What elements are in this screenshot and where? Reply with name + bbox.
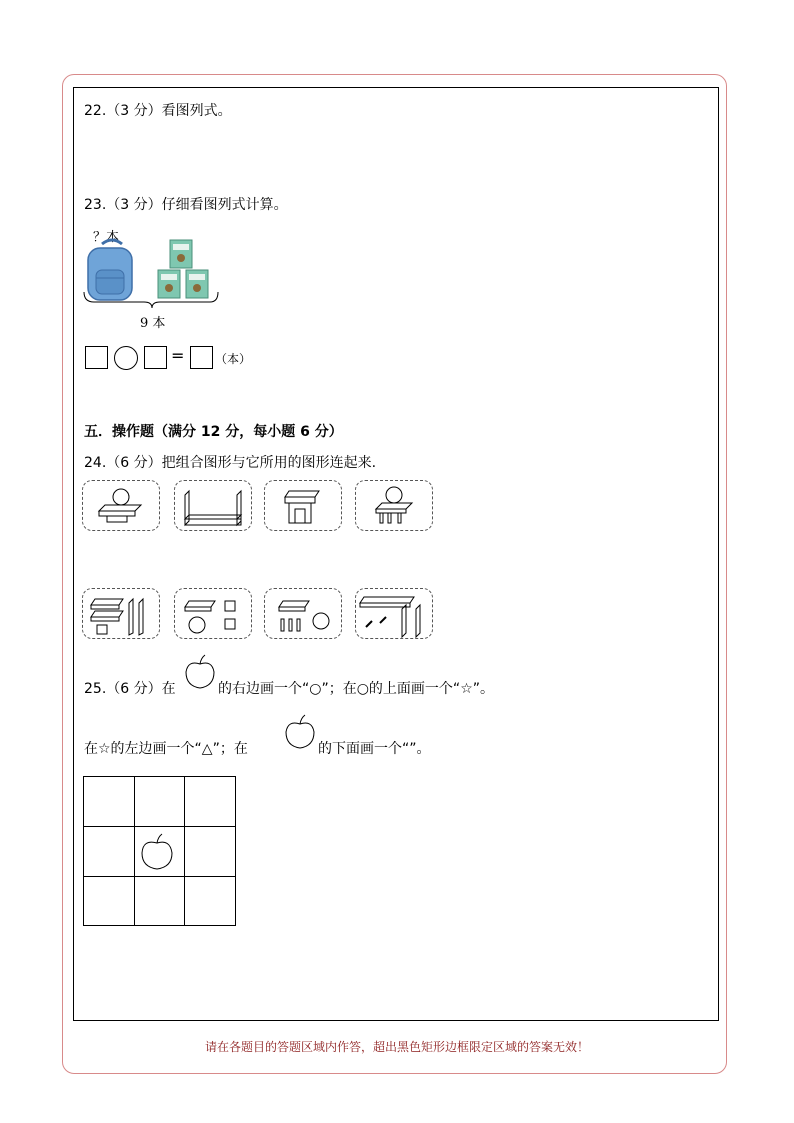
ball-on-slab-icon	[83, 481, 159, 530]
section-5-title: 五．操作题（满分 12 分，每小题 6 分）	[84, 424, 343, 440]
answer-box-1[interactable]	[85, 346, 108, 369]
grid-cell-center[interactable]	[134, 826, 185, 877]
question-24-text: 24.（6 分）把组合图形与它所用的图形连起来.	[84, 455, 377, 471]
slab-cubes-circle-icon	[175, 589, 251, 638]
combined-figure-1[interactable]	[82, 480, 160, 531]
combined-figure-4[interactable]	[355, 480, 433, 531]
total-books-label: 9 本	[140, 316, 166, 331]
book-stack-icon	[158, 240, 208, 298]
combined-figure-2[interactable]	[174, 480, 252, 531]
slab-sticks-circle-icon	[265, 589, 341, 638]
grid-cell[interactable]	[184, 876, 236, 926]
equals-sign: =	[171, 346, 185, 365]
component-set-3[interactable]	[264, 588, 342, 639]
component-set-2[interactable]	[174, 588, 252, 639]
footer-note: 请在各题目的答题区域内作答，超出黑色矩形边框限定区域的答案无效！	[204, 1040, 589, 1054]
backpack-books-illustration	[82, 236, 222, 316]
grid-cell[interactable]	[184, 826, 236, 877]
u-shape-icon	[175, 481, 251, 530]
grid-cell[interactable]	[83, 826, 135, 877]
drawing-grid	[83, 776, 236, 926]
unknown-books-label: ？本	[93, 230, 120, 245]
question-25-line2-start: 在☆的左边画一个“△”；在	[84, 741, 248, 757]
backpack-icon	[88, 240, 132, 300]
grid-cell[interactable]	[134, 876, 185, 926]
component-set-4[interactable]	[355, 588, 433, 639]
question-22-text: 22.（3 分）看图列式。	[84, 103, 232, 119]
grid-cell[interactable]	[184, 776, 236, 827]
answer-box-result[interactable]	[190, 346, 213, 369]
apple-icon	[135, 827, 184, 876]
long-slab-rods-icon	[356, 589, 432, 638]
grid-cell[interactable]	[134, 776, 185, 827]
grid-cell[interactable]	[83, 876, 135, 926]
table-with-block-icon	[265, 481, 341, 530]
question-25-line1-start: 25.（6 分）在	[84, 681, 176, 697]
operator-circle[interactable]	[114, 346, 138, 370]
combined-figure-3[interactable]	[264, 480, 342, 531]
apple-icon	[182, 652, 218, 692]
ball-on-table-icon	[356, 481, 432, 530]
question-23-text: 23.（3 分）仔细看图列式计算。	[84, 197, 288, 213]
grid-cell[interactable]	[83, 776, 135, 827]
apple-icon	[282, 712, 318, 752]
answer-box-2[interactable]	[144, 346, 167, 369]
slabs-and-cube-icon	[83, 589, 159, 638]
question-25-line2-end: 的下面画一个“”。	[318, 741, 431, 757]
question-25-line1-end: 的右边画一个“○”；在○的上面画一个“☆”。	[218, 681, 494, 697]
component-set-1[interactable]	[82, 588, 160, 639]
unit-label: （本）	[215, 352, 252, 366]
